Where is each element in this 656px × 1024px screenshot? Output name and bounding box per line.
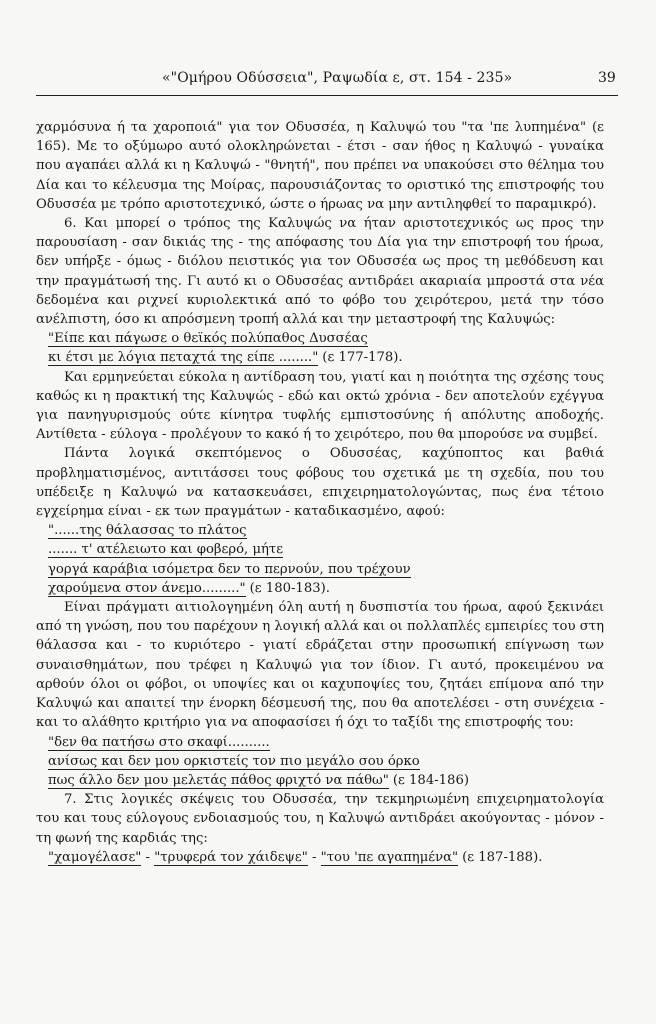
quote-1 [48,329,604,367]
quote-3-line-1: "δεν θα πατήσω στο σκαφί.......... [48,734,270,750]
quote-2 [48,521,604,598]
quote-2-line-2: ....... τ' ατέλειωτο και φοβερό, μήτε [48,542,284,558]
quote-2-citation: (ε 180-183). [249,580,330,596]
quote-4-separator-1: - [141,849,155,865]
header-rule [36,95,618,96]
quote-4 [48,848,604,867]
quote-3-citation: (ε 184-186) [392,772,469,788]
quote-1-line-1: "Είπε και πάγωσε ο θεϊκός πολύπαθος Δυσσέας [48,331,368,347]
paragraph-5: Είναι πράγματι αιτιολογημένη όλη αυτή η δυσπιστία του ήρωα, αφού ξεκινάει από τη γνώση, που του παρέχουν η λογική αλλά και οι πολλαπλές εμπειρίες του στη θάλασσα και - το κυριότερο - γιατί εδράζεται στην προσωπική επίγνωση των συναισθημάτων, που τρέφει η Καλυψώ για τον ίδιον. Γι αυτό, προκειμένου να αρθούν όλοι οι φόβοι, οι υποψίες και οι καχυποψίες του, ζητάει επίμονα από την Καλυψώ και απαιτεί την ένορκη δέσμευσή της, που θα αποτελέσει - στη συνέχεια - και το αλάθητο κριτήριο για να αποφασίσει ή όχι το ταξίδι της επιστροφής του: [36,600,604,731]
paragraph-1: χαρμόσυνα ή τα χαροποιά" για τον Οδυσσέα, η Καλυψώ του "τα 'πε λυπημένα" (ε 165). Με το οξύμωρο αυτό ολοκληρώνεται - έτσι - σαν ήθος η Καλυψώ - γυναίκα που αγαπάει αλλά κι η Καλυψώ - "θνητή", που πρέπει να υπακούσει στο θέλημα του Δία και το κέλευσμα της Μοίρας, παρουσιάζοντας το οριστικό της επιστροφής του Οδυσσέα με τρόπο αριστοτεχνικό, ώστε ο ήρωας να μην αντιληφθεί το παραμικρό). [36,120,604,212]
paragraph-6: 7. Στις λογικές σκέψεις του Οδυσσέα, την τεκμηριωμένη επιχειρηματολογία του και τους εύλογους ενδοιασμούς του, η Καλυψώ αντιδράει ακούγοντας - μόνον - τη φωνή της καρδιάς της: [36,792,604,846]
quote-4-part-2: "τρυφερά τον χάιδεψε" [154,849,308,865]
quote-3-line-2: ανίσως και δεν μου ορκιστείς τον πιο μεγάλο σου όρκο [48,753,420,769]
page-number: 39 [598,70,616,86]
paragraph-2: 6. Και μπορεί ο τρόπος της Καλυψώς να ήταν αριστοτεχνικός ως προς την παρουσίαση - σαν δικιάς της - της απόφασης του Δία για την επιστροφή του ήρωα, δεν υπήρξε - όμως - διόλου πειστικός για τον Οδυσσέα ως προς τη μεθόδευση και την πραγμάτωσή της. Γι αυτό κι ο Οδυσσέας αντιδράει ακαριαία μπροστά στα νέα δεδομένα και ριχνεί κυριολεκτικά από το φόβο του χειρότερου, μετά την τόσο ανέλπιστη, όσο κι απρόσμενη τροπή αλλά και την μεταστροφή της Καλυψώς: [36,216,604,328]
running-head-title: «"Ομήρου Οδύσσεια", Ραψωδία ε, στ. 154 - 235» [162,70,513,86]
quote-2-line-3: γοργά καράβια ισόμετρα δεν το περνούν, που τρέχουν [48,561,411,577]
quote-1-citation: (ε 177-178). [322,350,403,366]
quote-2-line-1: "......της θάλασσας το πλάτος [48,523,247,539]
quote-4-part-1: "χαμογέλασε" [48,849,142,865]
quote-3 [48,733,604,791]
paragraph-4: Πάντα λογικά σκεπτόμενος ο Οδυσσέας, καχύποπτος και βαθιά προβληματισμένος, αντιτάσσει τους φόβους του σχετικά με τη σχεδία, που του υπέδειξε η Καλυψώ να κατασκευάσει, επιχειρηματολογώντας, πως ένα τέτοιο εγχείρημα είναι - εκ των πραγμάτων - καταδικασμένο, αφού: [36,446,604,520]
quote-3-line-3: πως άλλο δεν μου μελετάς πάθος φριχτό να πάθω" [48,772,389,788]
quote-1-line-2: κι έτσι με λόγια πεταχτά της είπε ........" [48,350,319,366]
quote-4-part-3: "του 'πε αγαπημένα" [320,849,459,865]
quote-2-line-4: χαρούμενα στον άνεμο........." [48,580,246,596]
running-head [0,70,656,92]
paragraph-3: Και ερμηνεύεται εύκολα η αντίδραση του, γιατί και η ποιότητα της σχέσης τους καθώς κι η πρακτική της Καλυψώς - εδώ και οκτώ χρόνια - δεν αποτελούν εχέγγυα για πανηγυρισμούς ούτε κίνητρα τυφλής εμπιστοσύνης ή απόλυτης αποδοχής. Αντίθετα - εύλογα - προλέγουν το κακό ή το χειρότερο, που θα μπορούσε να συμβεί. [36,369,604,443]
quote-4-citation: (ε 187-188). [462,849,543,865]
body-text [36,118,604,867]
quote-4-separator-2: - [307,849,321,865]
